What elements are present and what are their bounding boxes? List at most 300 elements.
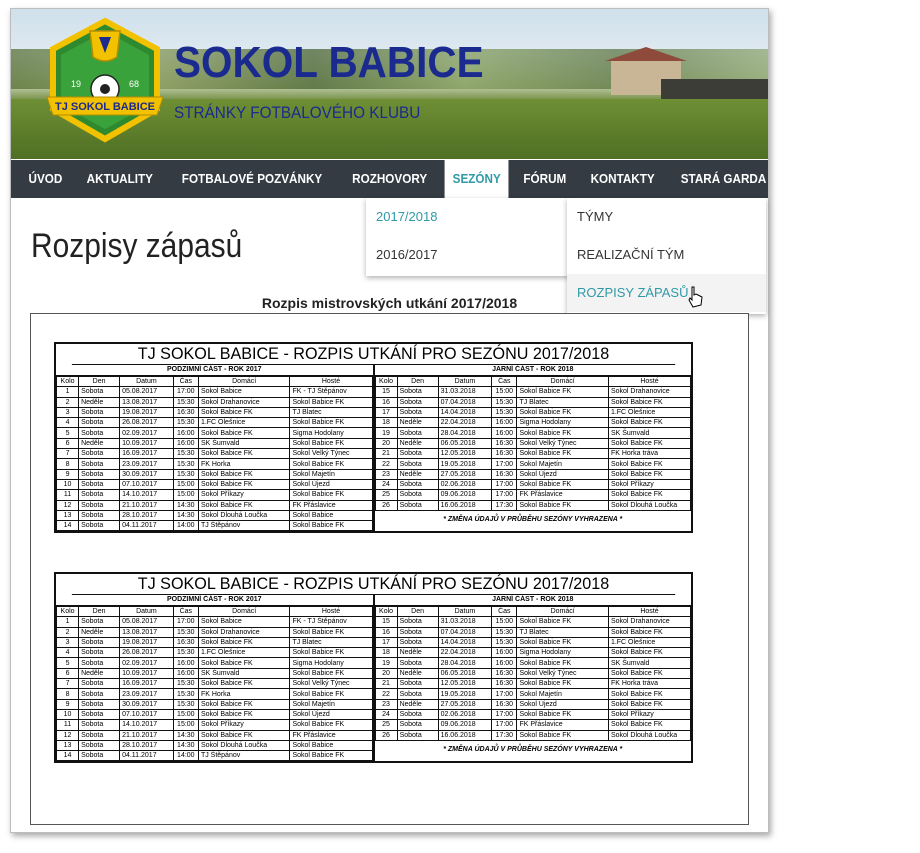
nav-item-forum[interactable]: FÓRUM xyxy=(523,171,567,186)
table-cell: 30.09.2017 xyxy=(120,469,174,479)
table-cell: Sokol Babice FK xyxy=(517,709,609,719)
table-cell: 15:30 xyxy=(173,449,198,459)
table-cell: Sokol Velký Týnec xyxy=(517,438,609,448)
table-cell: Sobota xyxy=(397,407,438,417)
table-cell: 10 xyxy=(57,479,79,489)
nav-item-kontakty[interactable]: KONTAKTY xyxy=(590,171,655,186)
table-cell: 06.05.2018 xyxy=(438,668,492,678)
column-header: Kolo xyxy=(375,377,397,387)
table-cell: 15:30 xyxy=(492,397,517,407)
column-header: Čas xyxy=(173,607,198,617)
column-header: Hosté xyxy=(608,607,690,617)
table-cell: Sigma Hodolany xyxy=(290,428,372,438)
nav-item-uvod[interactable]: ÚVOD xyxy=(28,171,63,186)
nav-item-areal[interactable]: AREÁL xyxy=(871,171,912,186)
table-cell: Sokol Babice FK xyxy=(517,449,609,459)
table-row xyxy=(375,397,691,407)
table-cell: 17:00 xyxy=(492,459,517,469)
table-cell: Sobota xyxy=(397,459,438,469)
table-cell: 16:00 xyxy=(492,428,517,438)
table-cell: 24 xyxy=(375,479,397,489)
nav-item-fotbalove-pozvanky[interactable]: FOTBALOVÉ POZVÁNKY xyxy=(182,171,323,186)
table-cell: 21.10.2017 xyxy=(120,500,174,510)
table-cell: 5 xyxy=(57,428,79,438)
table-cell: Sobota xyxy=(397,397,438,407)
table-cell: 02.09.2017 xyxy=(120,658,174,668)
table-cell: Sokol Babice xyxy=(290,510,372,520)
table-cell: Sokol Příkazy xyxy=(608,709,690,719)
table-cell: 19 xyxy=(375,428,397,438)
table-cell: Sokol Drahanovice xyxy=(198,397,290,407)
table-cell: Sobota xyxy=(79,617,120,627)
table-cell: 16.09.2017 xyxy=(120,449,174,459)
nav-item-stanovy[interactable]: STANOVY xyxy=(792,171,848,186)
table-cell: Sokol Babice FK xyxy=(608,469,690,479)
column-header: Datum xyxy=(120,607,174,617)
table-cell: TJ Blatec xyxy=(517,627,609,637)
table-cell: Sokol Babice FK xyxy=(608,689,690,699)
nav-item-sezony[interactable]: SEZÓNY xyxy=(444,160,508,198)
table-cell: Sobota xyxy=(79,658,120,668)
table-cell: 19.05.2018 xyxy=(438,459,492,469)
table-cell: 15:30 xyxy=(492,407,517,417)
table-cell: Sobota xyxy=(397,637,438,647)
table-cell: FK Horka tráva xyxy=(608,679,690,689)
table-cell: Sokol Babice FK xyxy=(198,407,290,417)
table-cell: 17:30 xyxy=(492,500,517,510)
table-cell: 3 xyxy=(57,637,79,647)
table-cell: 15:00 xyxy=(173,479,198,489)
header-banner xyxy=(11,9,768,159)
table-cell: Sokol Újezd xyxy=(517,699,609,709)
table-cell: 17:00 xyxy=(173,617,198,627)
table-cell: Neděle xyxy=(79,438,120,448)
table-cell: Sokol Babice FK xyxy=(517,617,609,627)
table-cell: Sokol Babice FK xyxy=(608,397,690,407)
table-row xyxy=(57,699,373,709)
table-cell: 14.04.2018 xyxy=(438,637,492,647)
table-cell: Sokol Babice FK xyxy=(198,658,290,668)
table-cell: 13 xyxy=(57,510,79,520)
table-cell: Sobota xyxy=(79,407,120,417)
table-cell: Sobota xyxy=(79,679,120,689)
table-cell: 02.06.2018 xyxy=(438,479,492,489)
table-row xyxy=(57,689,373,699)
table-cell: 16:00 xyxy=(173,438,198,448)
table-cell: 1.FC Olešnice xyxy=(198,648,290,658)
table-cell: Sobota xyxy=(79,751,120,761)
table-cell: 2 xyxy=(57,397,79,407)
table-cell: 09.06.2018 xyxy=(438,490,492,500)
table-cell: Sokol Majetín xyxy=(290,469,372,479)
table-row xyxy=(57,407,373,417)
schedule-note: * ZMĚNA ÚDAJŮ V PRŮBĚHU SEZÓNY VYHRAZENA * xyxy=(443,746,623,754)
table-cell: 12 xyxy=(57,500,79,510)
table-cell: Sobota xyxy=(397,449,438,459)
table-cell: Sobota xyxy=(397,500,438,510)
table-cell: 18 xyxy=(375,648,397,658)
table-cell: Sokol Babice FK xyxy=(198,730,290,740)
table-cell: FK - TJ Štěpánov xyxy=(290,617,372,627)
table-cell: Sobota xyxy=(79,510,120,520)
table-cell: 1 xyxy=(57,617,79,627)
column-header: Domácí xyxy=(517,377,609,387)
table-cell: Sokol Babice FK xyxy=(608,720,690,730)
site-title[interactable]: SOKOL BABICE xyxy=(174,38,484,87)
table-cell: Neděle xyxy=(397,699,438,709)
table-cell: 28.10.2017 xyxy=(120,740,174,750)
table-cell: 26.08.2017 xyxy=(120,418,174,428)
table-cell: 16:00 xyxy=(492,658,517,668)
column-header: Čas xyxy=(492,377,517,387)
table-cell: 16:00 xyxy=(173,668,198,678)
table-cell: 10 xyxy=(57,709,79,719)
table-cell: 16.06.2018 xyxy=(438,500,492,510)
table-cell: FK Přáslavice xyxy=(290,500,372,510)
table-cell: Sobota xyxy=(397,617,438,627)
table-cell: Sokol Babice FK xyxy=(517,658,609,668)
table-cell: Sobota xyxy=(79,637,120,647)
table-cell: 16:30 xyxy=(492,679,517,689)
table-cell: Sokol Babice FK xyxy=(198,479,290,489)
table-cell: 1 xyxy=(57,387,79,397)
table-cell: Sokol Babice FK xyxy=(517,730,609,740)
table-cell: Sokol Babice FK xyxy=(198,679,290,689)
table-cell: 14:30 xyxy=(173,500,198,510)
table-cell: 17:30 xyxy=(492,730,517,740)
table-cell: 07.10.2017 xyxy=(120,709,174,719)
table-cell: Sobota xyxy=(397,627,438,637)
table-cell: Sokol Drahanovice xyxy=(608,617,690,627)
table-cell: Sokol Příkazy xyxy=(608,479,690,489)
table-cell: 19.08.2017 xyxy=(120,637,174,647)
table-cell: 6 xyxy=(57,438,79,448)
table-cell: 16:30 xyxy=(173,637,198,647)
table-cell: FK Přáslavice xyxy=(517,490,609,500)
table-cell: 16 xyxy=(375,627,397,637)
table-cell: 20 xyxy=(375,668,397,678)
table-cell: 07.04.2018 xyxy=(438,627,492,637)
table-cell: Sobota xyxy=(79,428,120,438)
table-row xyxy=(375,459,691,469)
table-cell: Sobota xyxy=(79,689,120,699)
column-header: Kolo xyxy=(57,377,79,387)
table-cell: Sokol Babice FK xyxy=(290,521,372,531)
table-row xyxy=(57,637,373,647)
autumn-half xyxy=(56,595,375,761)
table-cell: Sokol Babice FK xyxy=(198,449,290,459)
table-row xyxy=(375,490,691,500)
table-cell: 9 xyxy=(57,469,79,479)
table-cell: 17:00 xyxy=(173,387,198,397)
table-cell: 22.04.2018 xyxy=(438,648,492,658)
table-cell: Sobota xyxy=(79,500,120,510)
column-header: Domácí xyxy=(198,377,290,387)
column-header: Hosté xyxy=(290,377,372,387)
table-cell: 17:00 xyxy=(492,479,517,489)
nav-item-rozhovory[interactable]: ROZHOVORY xyxy=(352,171,428,186)
table-cell: 15 xyxy=(375,387,397,397)
table-cell: 8 xyxy=(57,689,79,699)
table-cell: Sokol Babice FK xyxy=(198,428,290,438)
table-cell: 28.10.2017 xyxy=(120,510,174,520)
table-cell: Sokol Babice FK xyxy=(517,407,609,417)
table-cell: 10.09.2017 xyxy=(120,438,174,448)
table-cell: Sobota xyxy=(397,428,438,438)
table-cell: 16 xyxy=(375,397,397,407)
table-cell: Sokol Majetín xyxy=(290,699,372,709)
nav-item-stara-garda[interactable]: STARÁ GARDA xyxy=(680,171,767,186)
table-row xyxy=(375,428,691,438)
table-cell: Sobota xyxy=(397,387,438,397)
table-cell: Sokol Babice FK xyxy=(517,387,609,397)
table-row xyxy=(57,709,373,719)
table-cell: 11 xyxy=(57,720,79,730)
table-cell: 15:30 xyxy=(173,689,198,699)
table-cell: Neděle xyxy=(397,648,438,658)
table-cell: 13.08.2017 xyxy=(120,627,174,637)
table-cell: 15:30 xyxy=(492,637,517,647)
table-cell: Sobota xyxy=(397,658,438,668)
table-cell: Sokol Újezd xyxy=(290,479,372,489)
table-cell: Sokol Babice FK xyxy=(290,438,372,448)
submenu-item-realizacni-tym[interactable]: REALIZAČNÍ TÝM xyxy=(577,247,685,262)
table-cell: Sobota xyxy=(79,459,120,469)
table-row xyxy=(57,648,373,658)
dropdown-item-2017-2018[interactable]: 2017/2018 xyxy=(376,209,438,224)
table-cell: 22 xyxy=(375,459,397,469)
table-cell: TJ Blatec xyxy=(290,637,372,647)
table-row xyxy=(57,730,373,740)
table-cell: 09.06.2018 xyxy=(438,720,492,730)
table-row xyxy=(375,648,691,658)
table-cell: 07.04.2018 xyxy=(438,397,492,407)
table-cell: 14:00 xyxy=(173,521,198,531)
schedule-table-2 xyxy=(54,572,693,763)
nav-item-aktuality[interactable]: AKTUALITY xyxy=(86,171,153,186)
table-cell: 14.04.2018 xyxy=(438,407,492,417)
table-row xyxy=(57,627,373,637)
table-cell: Sobota xyxy=(79,740,120,750)
table-cell: 30.09.2017 xyxy=(120,699,174,709)
autumn-label: PODZIMNÍ ČÁST - ROK 2017 xyxy=(56,365,373,376)
table-row xyxy=(57,617,373,627)
submenu-item-tymy[interactable]: TÝMY xyxy=(577,209,614,224)
table-cell: Sobota xyxy=(79,479,120,489)
logo-year-left: 19 xyxy=(71,79,82,89)
table-cell: TJ Blatec xyxy=(290,407,372,417)
table-cell: SK Šumvald xyxy=(608,428,690,438)
table-row xyxy=(375,637,691,647)
table-cell: TJ Štěpánov xyxy=(198,521,290,531)
column-header: Hosté xyxy=(290,607,372,617)
table-cell: Sobota xyxy=(79,387,120,397)
table-cell: Sokol Babice xyxy=(198,387,290,397)
table-cell: 24 xyxy=(375,709,397,719)
table-row xyxy=(375,668,691,678)
table-cell: Sokol Velký Týnec xyxy=(517,668,609,678)
table-cell: Sokol Babice FK xyxy=(608,418,690,428)
table-cell: Neděle xyxy=(397,418,438,428)
table-cell: 23.09.2017 xyxy=(120,459,174,469)
table-cell: 14.10.2017 xyxy=(120,490,174,500)
schedule-note: * ZMĚNA ÚDAJŮ V PRŮBĚHU SEZÓNY VYHRAZENA * xyxy=(443,516,623,524)
table-cell: 15:00 xyxy=(173,709,198,719)
schedule-caption: Rozpis mistrovských utkání 2017/2018 xyxy=(261,295,518,311)
table-cell: 12.05.2018 xyxy=(438,449,492,459)
table-row xyxy=(57,459,373,469)
table-row xyxy=(57,469,373,479)
column-header: Hosté xyxy=(608,377,690,387)
table-row xyxy=(375,658,691,668)
submenu-item-rozpisy-zapasu[interactable]: ROZPISY ZÁPASŮ xyxy=(567,274,766,312)
table-cell: 7 xyxy=(57,449,79,459)
table-cell: 04.11.2017 xyxy=(120,521,174,531)
table-cell: 12.05.2018 xyxy=(438,679,492,689)
table-cell: 19 xyxy=(375,658,397,668)
table-cell: Sokol Babice FK xyxy=(517,637,609,647)
table-cell: Neděle xyxy=(397,438,438,448)
table-cell: 13.08.2017 xyxy=(120,397,174,407)
table-cell: Sigma Hodolany xyxy=(517,418,609,428)
table-cell: Neděle xyxy=(79,668,120,678)
table-cell: Sokol Babice FK xyxy=(517,500,609,510)
table-cell: 21 xyxy=(375,679,397,689)
table-cell: Sokol Babice FK xyxy=(290,459,372,469)
table-cell: 23 xyxy=(375,469,397,479)
main-nav xyxy=(11,160,912,198)
table-cell: FK - TJ Štěpánov xyxy=(290,387,372,397)
table-cell: Sokol Babice FK xyxy=(290,648,372,658)
table-row xyxy=(57,418,373,428)
table-cell: 19.05.2018 xyxy=(438,689,492,699)
table-cell: 16:30 xyxy=(492,469,517,479)
table-cell: 16.09.2017 xyxy=(120,679,174,689)
table-cell: Sigma Hodolany xyxy=(517,648,609,658)
table-cell: Sokol Babice FK xyxy=(517,428,609,438)
table-cell: 14:30 xyxy=(173,730,198,740)
club-logo[interactable] xyxy=(45,17,165,143)
table-row xyxy=(375,387,691,397)
table-cell: 17 xyxy=(375,637,397,647)
table-cell: Sokol Dlouhá Loučka xyxy=(608,730,690,740)
table-cell: Sokol Dlouhá Loučka xyxy=(198,740,290,750)
table-cell: Sokol Drahanovice xyxy=(198,627,290,637)
table-cell: 17:00 xyxy=(492,490,517,500)
table-row xyxy=(375,627,691,637)
table-row xyxy=(375,720,691,730)
table-cell: Sokol Babice FK xyxy=(608,699,690,709)
table-cell: Sokol Babice FK xyxy=(608,438,690,448)
table-cell: 31.03.2018 xyxy=(438,617,492,627)
table-cell: 15:30 xyxy=(173,627,198,637)
table-row xyxy=(375,699,691,709)
table-cell: 02.09.2017 xyxy=(120,428,174,438)
table-cell: 16:30 xyxy=(492,668,517,678)
table-cell: Sobota xyxy=(397,709,438,719)
table-cell: 15:00 xyxy=(173,490,198,500)
table-cell: Sobota xyxy=(79,699,120,709)
table-cell: Sobota xyxy=(79,490,120,500)
table-cell: SK Šumvald xyxy=(198,668,290,678)
table-cell: Sobota xyxy=(397,679,438,689)
table-cell: Sokol Příkazy xyxy=(198,490,290,500)
table-cell: Sokol Babice FK xyxy=(608,627,690,637)
table-cell: Sobota xyxy=(79,418,120,428)
browser-page xyxy=(10,8,912,833)
table-row xyxy=(375,407,691,417)
table-cell: Sobota xyxy=(79,469,120,479)
table-cell: 02.06.2018 xyxy=(438,709,492,719)
table-cell: Neděle xyxy=(397,668,438,678)
column-header: Den xyxy=(79,377,120,387)
table-cell: Sobota xyxy=(397,490,438,500)
table-cell: 20 xyxy=(375,438,397,448)
table-cell: 1.FC Olešnice xyxy=(608,407,690,417)
table-cell: 17:00 xyxy=(492,720,517,730)
table-cell: 27.05.2018 xyxy=(438,469,492,479)
table-cell: Sokol Újezd xyxy=(517,469,609,479)
column-header: Čas xyxy=(492,607,517,617)
table-cell: 15:30 xyxy=(173,648,198,658)
table-cell: 4 xyxy=(57,648,79,658)
column-header: Den xyxy=(397,377,438,387)
table-cell: Sobota xyxy=(79,648,120,658)
table-cell: 14:30 xyxy=(173,510,198,520)
table-cell: 15 xyxy=(375,617,397,627)
table-cell: Sokol Babice FK xyxy=(198,709,290,719)
table-row xyxy=(57,397,373,407)
table-cell: 31.03.2018 xyxy=(438,387,492,397)
table-cell: FK Horka xyxy=(198,689,290,699)
table-cell: Sokol Babice FK xyxy=(290,689,372,699)
table-cell: FK Přáslavice xyxy=(517,720,609,730)
column-header: Datum xyxy=(438,607,492,617)
autumn-label: PODZIMNÍ ČÁST - ROK 2017 xyxy=(56,595,373,606)
table-cell: 14.10.2017 xyxy=(120,720,174,730)
table-cell: 17:00 xyxy=(492,689,517,699)
table-cell: Sobota xyxy=(79,449,120,459)
table-cell: 23 xyxy=(375,699,397,709)
table-cell: Sokol Velký Týnec xyxy=(290,449,372,459)
table-cell: 15:30 xyxy=(173,679,198,689)
table-cell: 14 xyxy=(57,751,79,761)
table-cell: Sobota xyxy=(79,521,120,531)
table-cell: 15:30 xyxy=(173,418,198,428)
table-cell: Sokol Příkazy xyxy=(198,720,290,730)
table-cell: Sokol Babice FK xyxy=(290,418,372,428)
column-header: Čas xyxy=(173,377,198,387)
column-header: Den xyxy=(79,607,120,617)
table-cell: Sokol Babice FK xyxy=(290,751,372,761)
table-cell: Sokol Újezd xyxy=(290,709,372,719)
table-row xyxy=(375,438,691,448)
table-row xyxy=(57,679,373,689)
logo-text: TJ SOKOL BABICE xyxy=(54,101,156,113)
spring-label: JARNÍ ČÁST - ROK 2018 xyxy=(375,365,692,376)
dropdown-item-2016-2017[interactable]: 2016/2017 xyxy=(376,247,438,262)
table-row xyxy=(57,490,373,500)
table-cell: Sobota xyxy=(397,730,438,740)
table-row xyxy=(57,720,373,730)
table-cell: 28.04.2018 xyxy=(438,658,492,668)
table-cell: Sokol Babice FK xyxy=(517,679,609,689)
table-cell: 15:30 xyxy=(173,397,198,407)
table-cell: Sokol Babice FK xyxy=(517,479,609,489)
table-cell: 04.11.2017 xyxy=(120,751,174,761)
table-cell: 23.09.2017 xyxy=(120,689,174,699)
table-cell: Sokol Dlouhá Loučka xyxy=(198,510,290,520)
